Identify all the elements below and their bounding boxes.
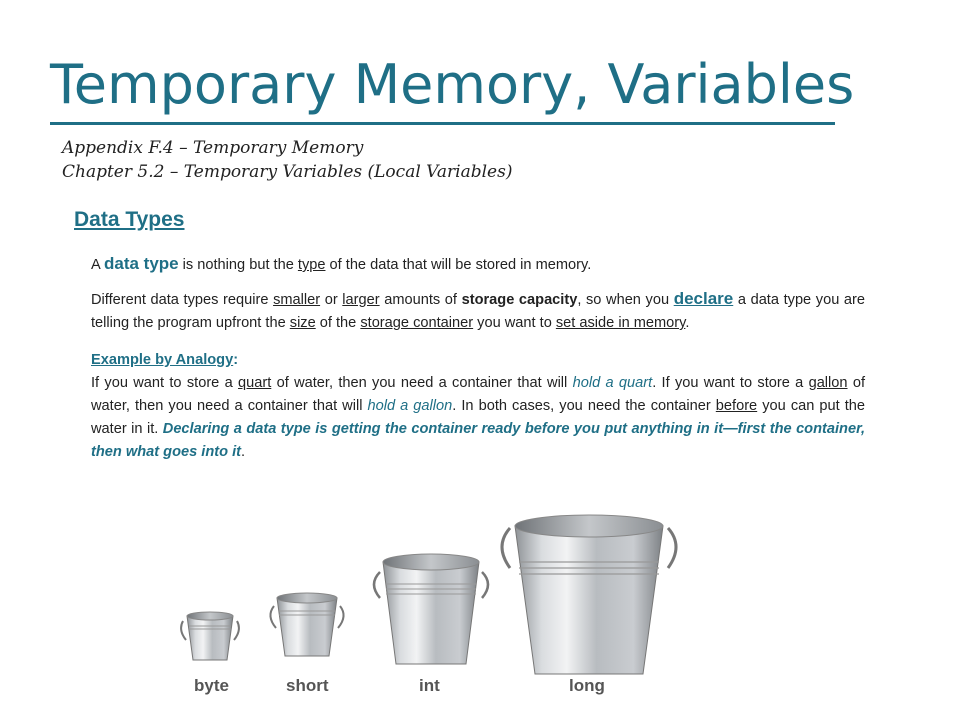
text-fragment: of the data that will be stored in memory. [325, 257, 592, 273]
text-fragment: or [320, 292, 343, 308]
underlined-term: before [715, 398, 758, 414]
bucket-byte-image [181, 612, 239, 660]
reference-appendix: Appendix F.4 – Temporary Memory [62, 138, 364, 158]
text-fragment: Different data types require [91, 292, 274, 308]
highlighted-phrase: hold a quart [572, 375, 653, 391]
bucket-short-image [270, 593, 343, 656]
example-heading [91, 349, 865, 372]
highlighted-phrase: hold a gallon [367, 398, 453, 414]
text-fragment: of water, then you need a container that will [91, 375, 866, 414]
section-heading: Data Types [74, 208, 185, 231]
text-fragment: . [241, 444, 246, 460]
reference-chapter: Chapter 5.2 – Temporary Variables (Local Variables) [62, 162, 513, 182]
keyword-declare: declare [673, 289, 734, 308]
underlined-term: set aside in memory [555, 315, 686, 331]
text-fragment: . If you want to store a [652, 375, 809, 391]
bucket-label-int: int [419, 676, 440, 695]
text-fragment: of the [315, 315, 361, 331]
example-label: Example by Analogy [91, 352, 234, 368]
slide-title: Temporary Memory, Variables [50, 50, 835, 125]
text-fragment: a data type you are telling the program upfront the [91, 292, 866, 331]
keyword-data-type: data type [103, 254, 179, 273]
underlined-term: storage container [360, 315, 474, 331]
paragraph-definition [91, 252, 865, 277]
underlined-term: larger [342, 292, 380, 308]
bucket-int-image [374, 554, 488, 664]
text-fragment: A [91, 257, 104, 273]
underlined-term: quart [238, 375, 272, 391]
text-fragment: you can put the water in it. [91, 398, 866, 437]
text-fragment: , so when you [577, 292, 674, 308]
text-fragment: you want to [473, 315, 556, 331]
text-fragment: amounts of [379, 292, 462, 308]
paragraph-capacity [91, 287, 865, 335]
emphasis-statement: Declaring a data type is getting the container ready before you put anything in it—first the container, then what goes into it [91, 421, 866, 460]
body-text [91, 252, 865, 474]
underlined-term: type [297, 257, 326, 273]
paragraph-analogy [91, 372, 865, 464]
underlined-term: size [289, 315, 316, 331]
reference-list [62, 136, 512, 184]
text-fragment: . In both cases, you need the container [452, 398, 716, 414]
bucket-long-image [502, 515, 676, 674]
bucket-label-byte: byte [194, 676, 229, 695]
bucket-label-short: short [286, 676, 329, 695]
example-colon: : [233, 352, 239, 368]
underlined-term: smaller [273, 292, 321, 308]
bucket-label-long: long [569, 676, 605, 695]
text-fragment: is nothing but the [178, 257, 298, 273]
text-fragment: . [685, 315, 690, 331]
text-fragment: If you want to store a [91, 375, 239, 391]
underlined-term: gallon [808, 375, 848, 391]
bold-term: storage capacity [461, 292, 578, 308]
text-fragment: of water, then you need a container that will [271, 375, 573, 391]
